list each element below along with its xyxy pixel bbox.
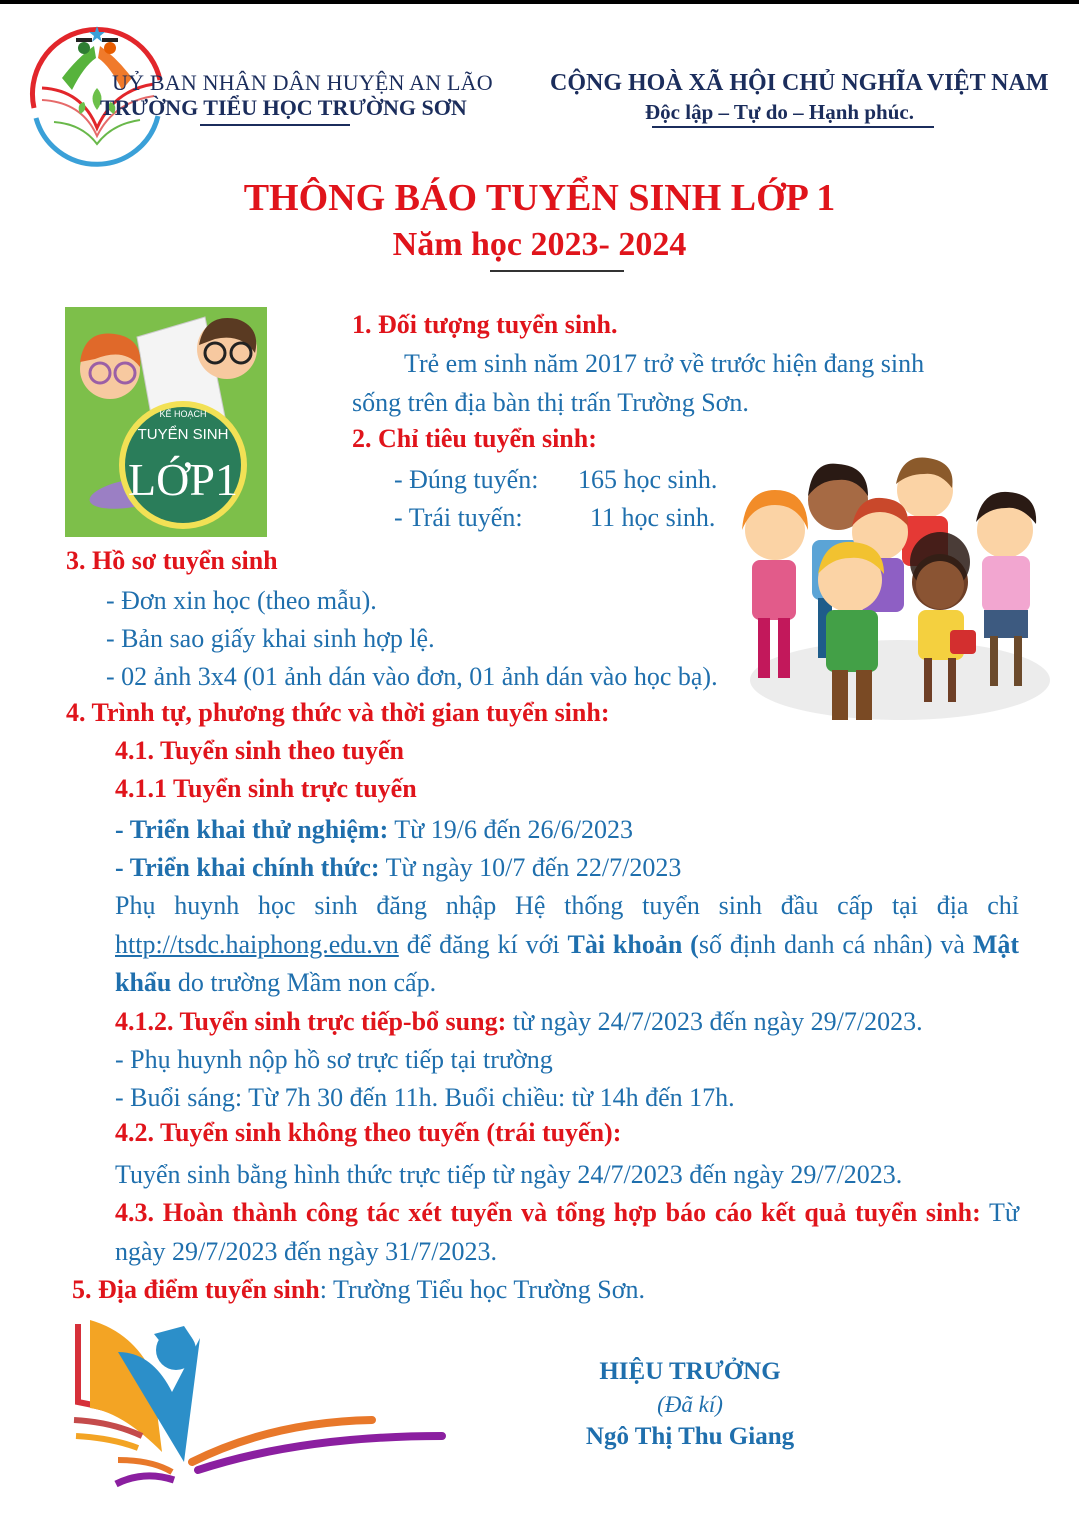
online-instructions-text-4: do trường Mầm non cấp. [171, 968, 437, 997]
section-4-1-heading: 4.1. Tuyển sinh theo tuyến [115, 736, 404, 765]
svg-text:KẾ HOẠCH: KẾ HOẠCH [159, 409, 207, 419]
quota-in-zone-value: 165 học sinh. [578, 465, 718, 494]
direct-submission-note: - Phụ huynh nộp hồ sơ trực tiếp tại trường [115, 1045, 553, 1074]
org-line-1: UỶ BAN NHÂN DÂN HUYỆN AN LÃO [112, 70, 493, 95]
national-title: CỘNG HOÀ XÃ HỘI CHỦ NGHĨA VIỆT NAM [550, 70, 1049, 96]
section-4-1-2-line [115, 1003, 923, 1041]
online-instructions-text-3: số định danh cá nhân) và [698, 929, 973, 959]
section-4-1-1-heading: 4.1.1 Tuyển sinh trực tuyến [115, 774, 417, 803]
signer-name: Ngô Thị Thu Giang [585, 1423, 795, 1450]
section-5-heading: 5. Địa điểm tuyển sinh [72, 1275, 320, 1304]
document-item-2: - Bản sao giấy khai sinh hợp lệ. [106, 624, 435, 653]
notice-title: THÔNG BÁO TUYỂN SINH LỚP 1 [243, 177, 836, 219]
children-group-illustration-icon [720, 450, 1070, 730]
national-motto: Độc lập – Tự do – Hạnh phúc. [645, 100, 914, 124]
school-name: TRƯỜNG TIỂU HỌC TRƯỜNG SƠN [100, 95, 467, 120]
trial-period-value: Từ 19/6 đến 26/6/2023 [388, 815, 633, 844]
section-3-heading: 3. Hồ sơ tuyển sinh [66, 546, 278, 575]
section-4-1-2-heading: 4.1.2. Tuyển sinh trực tiếp-bổ sung: [115, 1007, 507, 1036]
quota-out-zone-label: - Trái tuyến: [394, 503, 523, 532]
education-logo-icon [72, 1312, 452, 1494]
section-4-2-body: Tuyển sinh bằng hình thức trực tiếp từ ngày 24/7/2023 đến ngày 29/7/2023. [115, 1160, 903, 1189]
account-term: Tài khoản ( [567, 929, 699, 959]
trial-period-line [115, 811, 633, 849]
office-hours-note: - Buổi sáng: Từ 7h 30 đến 11h. Buổi chiều: từ 14h đến 17h. [115, 1083, 735, 1112]
enrollment-poster-image [65, 307, 267, 537]
section-1-heading: 1. Đối tượng tuyển sinh. [352, 310, 618, 339]
section-4-heading: 4. Trình tự, phương thức và thời gian tuyển sinh: [66, 698, 610, 727]
section-1-body-line-2: sống trên địa bàn thị trấn Trường Sơn. [352, 388, 749, 417]
section-2-heading: 2. Chỉ tiêu tuyển sinh: [352, 424, 597, 453]
poster-illustration-icon [65, 307, 267, 537]
online-instructions-text-2: để đăng kí với [398, 929, 568, 959]
section-1-body-line-1: Trẻ em sinh năm 2017 trở về trước hiện đang sinh [404, 349, 925, 378]
signer-role: HIỆU TRƯỞNG [599, 1358, 781, 1385]
online-instructions-text: Phụ huynh học sinh đăng nhập Hệ thống tuyển sinh đầu cấp tại địa chỉ [115, 891, 1019, 920]
svg-text:TUYỂN SINH: TUYỂN SINH [137, 426, 229, 443]
section-4-2-heading: 4.2. Tuyển sinh không theo tuyến (trái tuyến): [115, 1118, 622, 1147]
quota-out-zone-value: 11 học sinh. [590, 503, 716, 532]
school-name-underline [200, 124, 350, 126]
online-instructions [115, 887, 1019, 1003]
section-4-3-heading: 4.3. Hoàn thành công tác xét tuyển và tổng hợp báo cáo kết quả tuyển sinh: [115, 1198, 981, 1227]
motto-underline [652, 126, 934, 128]
section-4-1-2-dates: từ ngày 24/7/2023 đến ngày 29/7/2023. [506, 1007, 923, 1036]
section-5-line [72, 1271, 645, 1309]
trial-period-label: - Triển khai thử nghiệm: [115, 815, 389, 844]
document-item-1: - Đơn xin học (theo mẫu). [106, 586, 377, 615]
document-item-3: - 02 ảnh 3x4 (01 ảnh dán vào đơn, 01 ảnh dán vào học bạ). [106, 662, 718, 691]
official-period-line [115, 849, 681, 887]
svg-text:LỚP1: LỚP1 [128, 454, 238, 505]
school-year: Năm học 2023- 2024 [392, 226, 687, 263]
quota-in-zone-label: - Đúng tuyến: [394, 465, 539, 494]
official-period-value: Từ ngày 10/7 đến 22/7/2023 [379, 853, 682, 882]
section-5-value: : Trường Tiểu học Trường Sơn. [319, 1275, 645, 1304]
top-black-bar [0, 0, 1079, 4]
section-4-3-dates: Từ ngày 29/7/2023 đến ngày 31/7/2023. [115, 1198, 1019, 1266]
official-period-label: - Triển khai chính thức: [115, 853, 380, 882]
signature-status: (Đã kí) [657, 1392, 723, 1417]
password-term: Mật khẩu [115, 929, 1020, 997]
enrollment-portal-link[interactable]: http://tsdc.haiphong.edu.vn [115, 929, 399, 959]
section-4-3-block [115, 1194, 1019, 1271]
title-underline [490, 270, 624, 272]
